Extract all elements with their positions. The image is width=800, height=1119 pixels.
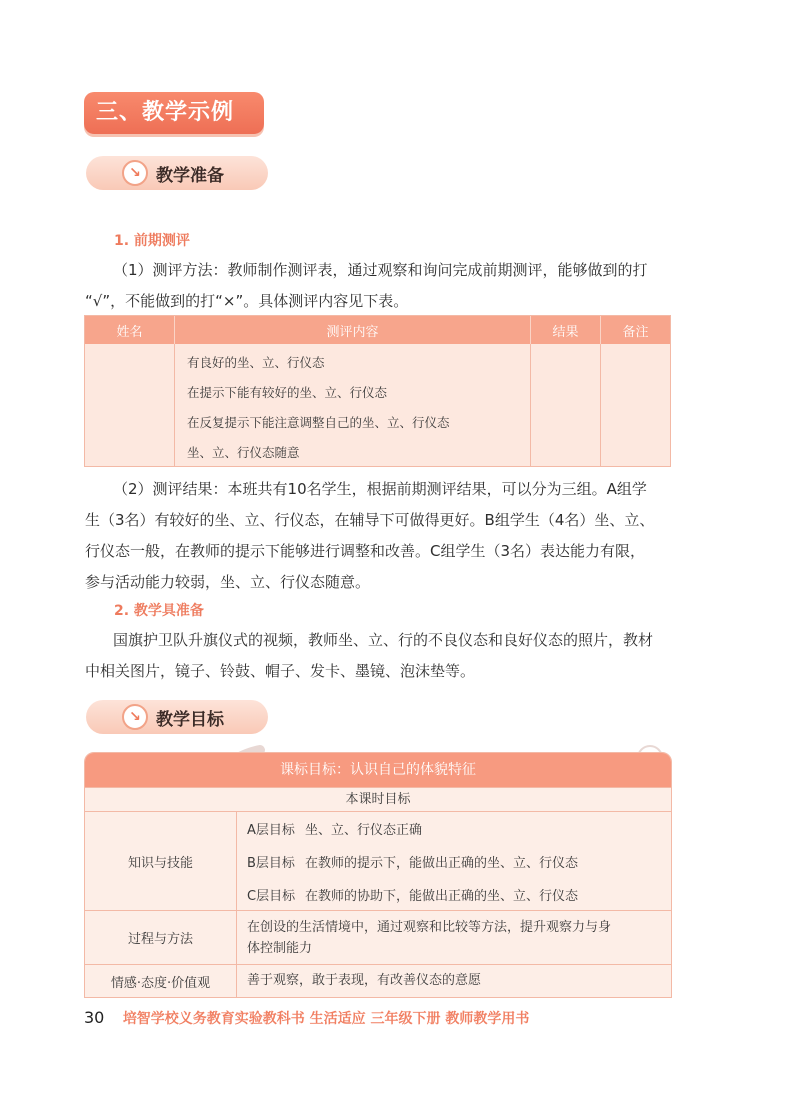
footer-text: 培智学校义务教育实验教科书 生活适应 三年级下册 教师教学用书 — [122, 1011, 530, 1027]
level-label: A层目标 — [247, 823, 295, 838]
result-line-1: （2）测评结果：本班共有10名学生，根据前期测评结果，可以分为三组。A组学 — [113, 480, 647, 498]
paragraph-materials — [85, 625, 670, 687]
page-footer — [84, 1008, 529, 1028]
goals-banner — [86, 700, 268, 734]
level-label: B层目标 — [247, 856, 295, 871]
assessment-item: 在提示下能有较好的坐、立、行仪态 — [187, 385, 388, 400]
process-text — [237, 911, 671, 964]
goal-row-c — [237, 878, 671, 911]
col-header-note: 备注 — [622, 324, 649, 340]
col-header-content: 测评内容 — [175, 316, 531, 344]
method-line-2: “√”，不能做到的打“×”。具体测评内容见下表。 — [85, 292, 409, 310]
knowledge-label: 知识与技能 — [85, 812, 237, 910]
arrow-icon: ↘ — [122, 704, 148, 730]
process-label: 过程与方法 — [85, 911, 237, 964]
content-cell — [175, 344, 531, 466]
level-text: 在教师的协助下，能做出正确的坐、立、行仪态 — [305, 889, 579, 904]
goal-row-a — [237, 812, 671, 845]
name-cell — [85, 344, 175, 466]
assessment-item: 坐、立、行仪态随意 — [187, 445, 300, 460]
assessment-table — [84, 315, 671, 467]
result-cell — [531, 344, 601, 466]
paragraph-method — [85, 255, 670, 317]
lesson-goal-subtitle: 本课时目标 — [345, 792, 411, 807]
level-label: C层目标 — [247, 889, 296, 904]
assessment-item: 在反复提示下能注意调整自己的坐、立、行仪态 — [187, 415, 450, 430]
prep-banner — [86, 156, 268, 190]
subhead-materials: 2. 教学具准备 — [114, 603, 204, 619]
curriculum-goal-title: 课标目标：认识自己的体貌特征 — [85, 753, 671, 787]
method-line-1: （1）测评方法：教师制作测评表，通过观察和询问完成前期测评，能够做到的打 — [113, 261, 648, 279]
materials-line-2: 中相关图片，镜子、铃鼓、帽子、发卡、墨镜、泡沫垫等。 — [85, 662, 476, 680]
arrow-icon: ↘ — [122, 160, 148, 186]
emotion-label: 情感·态度·价值观 — [85, 965, 237, 997]
section-title: 三、教学示例 — [84, 92, 264, 134]
col-header-result: 结果 — [531, 316, 601, 344]
subhead-assessment: 1. 前期测评 — [114, 233, 190, 249]
prep-banner-label: 教学准备 — [156, 165, 224, 186]
level-text: 坐、立、行仪态正确 — [305, 823, 423, 838]
note-cell — [601, 344, 670, 466]
result-line-4: 参与活动能力较弱，坐、立、行仪态随意。 — [85, 573, 371, 591]
col-header-name: 姓名 — [85, 316, 175, 344]
assessment-item: 有良好的坐、立、行仪态 — [187, 355, 325, 370]
emotion-text: 善于观察，敢于表现，有改善仪态的意愿 — [247, 973, 482, 988]
goals-banner-label: 教学目标 — [156, 709, 224, 730]
page-number: 30 — [84, 1008, 105, 1027]
goal-row-b — [237, 845, 671, 878]
process-line-1: 在创设的生活情境中，通过观察和比较等方法，提升观察力与身 — [247, 920, 612, 935]
level-text: 在教师的提示下，能做出正确的坐、立、行仪态 — [305, 856, 579, 871]
paragraph-result — [85, 474, 670, 598]
result-line-3: 行仪态一般，在教师的提示下能够进行调整和改善。C组学生（3名）表达能力有限， — [85, 542, 646, 560]
result-line-2: 生（3名）有较好的坐、立、行仪态，在辅导下可做得更好。B组学生（4名）坐、立、 — [85, 511, 655, 529]
materials-line-1: 国旗护卫队升旗仪式的视频，教师坐、立、行的不良仪态和良好仪态的照片，教材 — [113, 631, 654, 649]
goals-table — [84, 752, 672, 998]
process-line-2: 体控制能力 — [247, 941, 313, 956]
